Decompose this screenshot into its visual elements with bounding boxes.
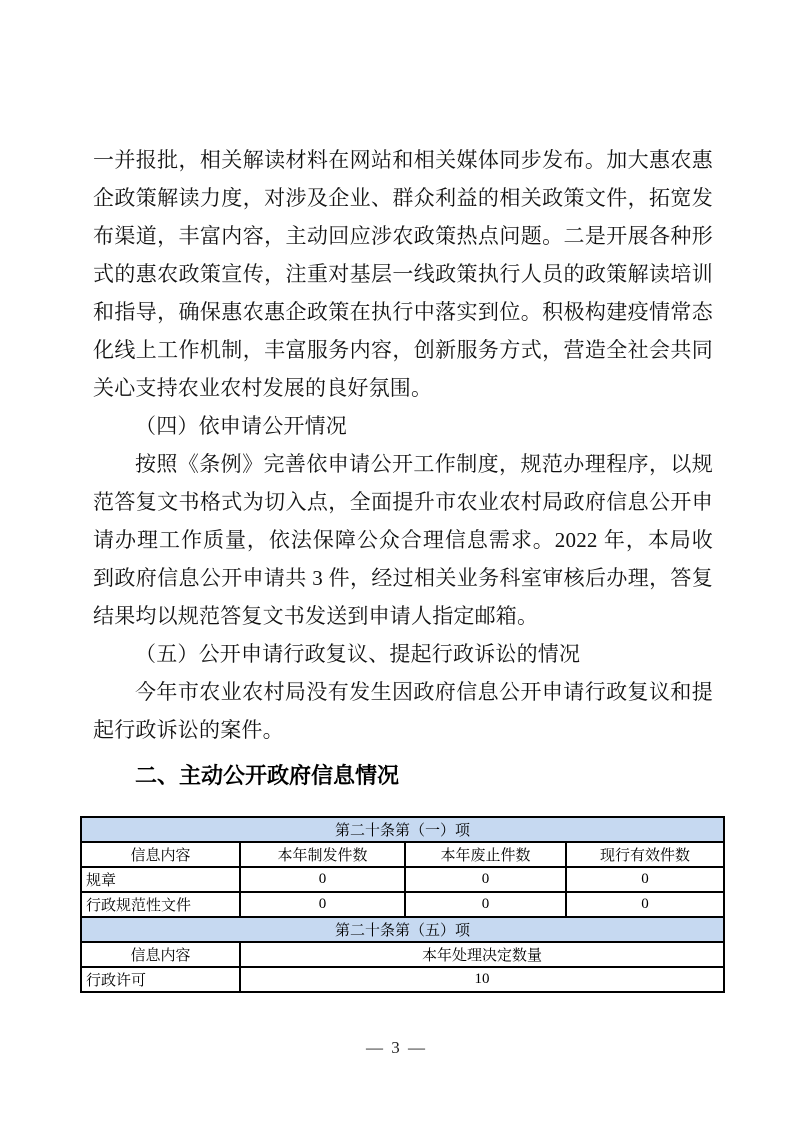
table-section-row xyxy=(81,817,724,842)
cell-value: 0 xyxy=(405,892,566,917)
row-label: 行政许可 xyxy=(81,967,240,992)
table-row-admin-license xyxy=(81,967,724,992)
table-header-row xyxy=(81,842,724,867)
cell-value: 0 xyxy=(405,867,566,892)
row-label: 行政规范性文件 xyxy=(81,892,240,917)
cell-value: 0 xyxy=(566,867,724,892)
column-header-in-effect: 现行有效件数 xyxy=(566,842,724,867)
column-header-info-content: 信息内容 xyxy=(81,942,240,967)
column-header-info-content: 信息内容 xyxy=(81,842,240,867)
cell-value: 0 xyxy=(240,867,405,892)
table-section-row xyxy=(81,917,724,942)
statistics-table xyxy=(80,816,725,993)
section-heading-v: （五）公开申请行政复议、提起行政诉讼的情况 xyxy=(135,642,581,666)
heading-proactive-disclosure: 二、主动公开政府信息情况 xyxy=(135,763,400,788)
column-header-issued: 本年制发件数 xyxy=(240,842,405,867)
cell-value: 10 xyxy=(240,967,724,992)
table-row-regulations xyxy=(81,867,724,892)
cell-value: 0 xyxy=(566,892,724,917)
table-section-title-article20-5: 第二十条第（五）项 xyxy=(81,917,724,942)
column-header-decisions: 本年处理决定数量 xyxy=(240,942,724,967)
paragraph-policy-publicity: 一并报批，相关解读材料在网站和相关媒体同步发布。加大惠农惠企政策解读力度，对涉及企业、群众利益的相关政策文件，拓宽发布渠道，丰富内容，主动回应涉农政策热点问题。二是开展各种形式的惠农政策宣传，注重对基层一线政策执行人员的政策解读培训和指导，确保惠农惠企政策在执行中落实到位。积极构建疫情常态化线上工作机制，丰富服务内容，创新服务方式，营造全社会共同关心支持农业农村发展的良好氛围。 xyxy=(93,148,713,400)
column-header-repealed: 本年废止件数 xyxy=(405,842,566,867)
paragraph-request-disclosure: 按照《条例》完善依申请公开工作制度，规范办理程序，以规范答复文书格式为切入点，全面提升市农业农村局政府信息公开申请办理工作质量，依法保障公众合理信息需求。2022 年，本局收到政府信息公开申请共 3 件，经过相关业务科室审核后办理，答复结果均以规范答复文书发送到申请人指定邮箱。 xyxy=(93,452,713,628)
page-number: — 3 — xyxy=(366,1038,427,1057)
table-header-row xyxy=(81,942,724,967)
section-heading-iv: （四）依申请公开情况 xyxy=(135,414,347,438)
cell-value: 0 xyxy=(240,892,405,917)
document-body xyxy=(86,141,713,993)
table-section-title-article20-1: 第二十条第（一）项 xyxy=(81,817,724,842)
paragraph-no-litigation: 今年市农业农村局没有发生因政府信息公开申请行政复议和提起行政诉讼的案件。 xyxy=(93,680,713,742)
row-label: 规章 xyxy=(81,867,240,892)
table-row-normative-documents xyxy=(81,892,724,917)
